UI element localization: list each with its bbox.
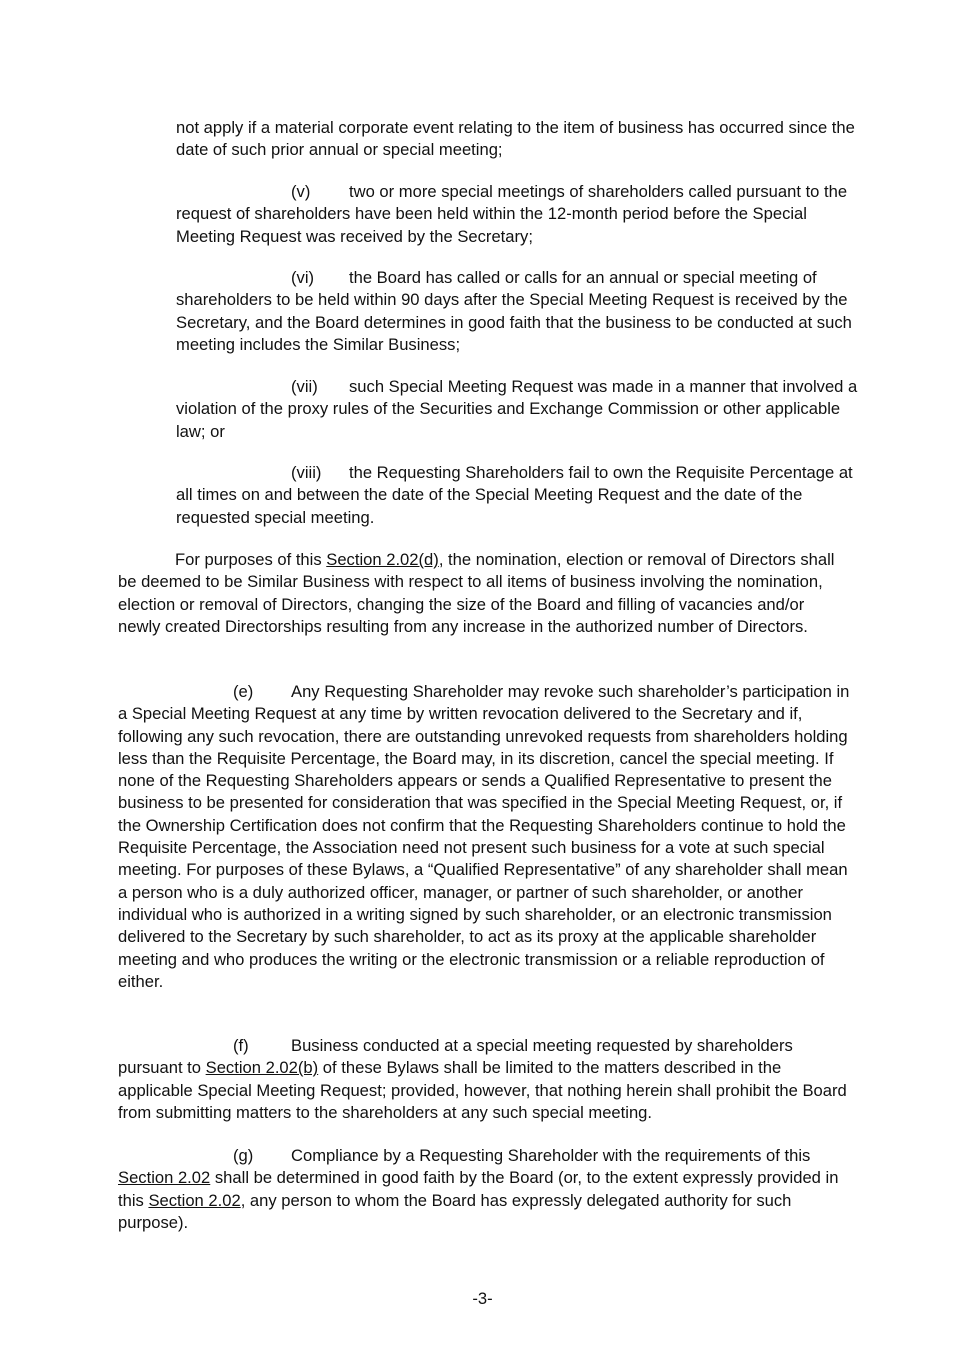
- clause-g: [118, 1145, 850, 1234]
- clause-g-text-mid: shall be determined in good faith by the Board (or, to the extent expressly provided in this: [118, 1168, 839, 1210]
- clause-e-number: (e): [233, 682, 254, 701]
- page-number: -3-: [472, 1289, 493, 1308]
- clause-vii-text: such Special Meeting Request was made in a manner that involved a violation of the proxy rules of the Securities and Exchange Commission or other applicable law; or: [176, 377, 858, 441]
- purposes-text-post: , the nomination, election or removal of Directors shall be deemed to be Similar Business with respect to all items of business involving the nomination, election or removal of Directors, changing the size of the Board and filling of vacancies and/or newly created Directorships resulting from any increase in the authorized number of Directors.: [118, 550, 835, 636]
- section-2-02-d-link[interactable]: Section 2.02(d): [326, 550, 439, 569]
- clause-viii-text: the Requesting Shareholders fail to own the Requisite Percentage at all times on and between the date of the Special Meeting Request and the date of the requested special meeting.: [176, 463, 853, 527]
- clause-g-text-pre: Compliance by a Requesting Shareholder with the requirements of this: [291, 1146, 811, 1165]
- clause-vii-number: (vii): [291, 377, 318, 396]
- clause-f-text-post: of these Bylaws shall be limited to the matters described in the applicable Special Meeting Request; provided, however, that nothing herein shall prohibit the Board from submitting matters to the shareholders at any such special meeting.: [118, 1058, 847, 1122]
- clause-vi-number: (vi): [291, 268, 315, 287]
- clause-f-number: (f): [233, 1036, 249, 1055]
- clause-vi-text: the Board has called or calls for an annual or special meeting of shareholders to be held within 90 days after the Special Meeting Request is received by the Secretary, and the Board determines in good faith that the business to be conducted at such meeting includes the Similar Business;: [176, 268, 852, 354]
- section-2-02-b-link[interactable]: Section 2.02(b): [205, 1058, 319, 1078]
- clause-f: [118, 1035, 850, 1124]
- clause-g-number: (g): [233, 1146, 254, 1165]
- clause-v: [176, 181, 866, 248]
- continuation-paragraph: [176, 117, 866, 162]
- clause-vii: [176, 376, 866, 443]
- clause-v-number: (v): [291, 182, 311, 201]
- purposes-paragraph: [118, 549, 850, 638]
- section-2-02-link-1[interactable]: Section 2.02: [118, 1168, 211, 1188]
- clause-e-text: Any Requesting Shareholder may revoke such shareholder’s participation in a Special Meeting Request at any time by written revocation delivered to the Secretary and if, following any such revocation, there are outstanding unrevoked requests from shareholders holding less than the Requisite Percentage, the Board may, in its discretion, cancel the special meeting. If none of the Requesting Shareholders appears or sends a Qualified Representative to present the business to be presented for consideration that was specified in the Special Meeting Request, or, if the Ownership Certification does not confirm that the Requesting Shareholders continue to hold the Requisite Percentage, the Association need not present such business for a vote at such special meeting. For purposes of these Bylaws, a “Qualified Representative” of any shareholder shall mean a person who is a duly authorized officer, manager, or partner of such shareholder, or another individual who is authorized in a writing signed by such shareholder, or an electronic transmission delivered to the Secretary by such shareholder, to act as its proxy at the applicable shareholder meeting and who produces the writing or the electronic transmission or a reliable reproduction of either.: [118, 682, 850, 991]
- clause-viii: [176, 462, 866, 529]
- clause-v-text: two or more special meetings of shareholders called pursuant to the request of shareholders have been held within the 12-month period before the Special Meeting Request was received by the Secretary;: [176, 182, 848, 246]
- purposes-text-pre: For purposes of this: [175, 550, 327, 569]
- clause-e: [118, 681, 850, 993]
- clause-f-text-pre: Business conducted at a special meeting requested by shareholders pursuant to: [118, 1036, 793, 1078]
- clause-vi: [176, 267, 866, 356]
- section-2-02-link-2[interactable]: Section 2.02: [148, 1190, 241, 1210]
- clause-viii-number: (viii): [291, 463, 322, 482]
- clause-g-text-post: , any person to whom the Board has expressly delegated authority for such purpose).: [118, 1190, 792, 1232]
- continuation-text: not apply if a material corporate event relating to the item of business has occurred since the date of such prior annual or special meeting;: [176, 118, 855, 160]
